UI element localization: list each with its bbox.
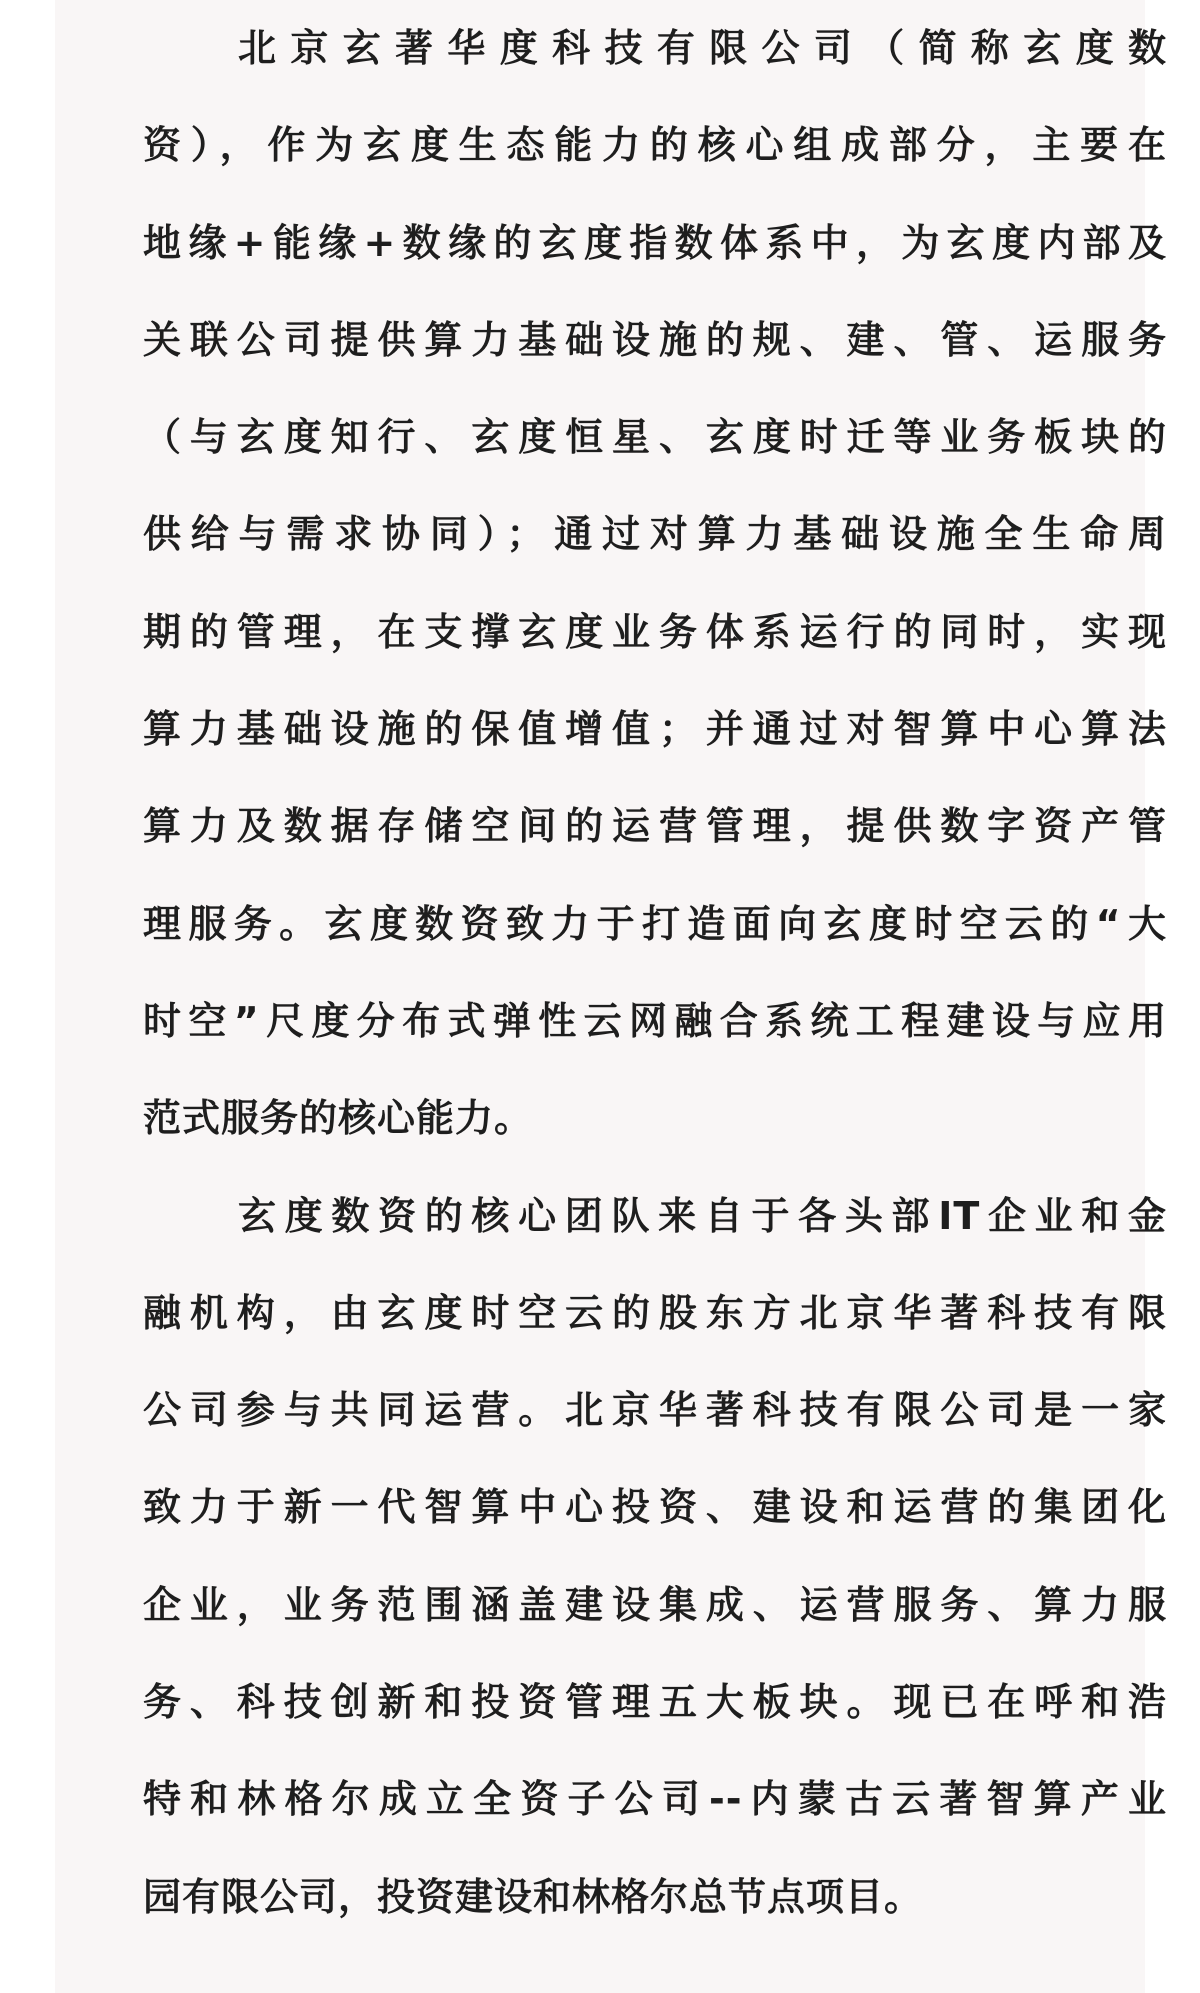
text-line: 资），作为玄度生态能力的核心组成部分，主要在: [143, 123, 1167, 168]
text-line: 公司参与共同运营。北京华著科技有限公司是一家: [143, 1388, 1167, 1433]
text-line: 特和林格尔成立全资子公司--内蒙古云著智算产业: [143, 1777, 1167, 1822]
text-line: 算力基础设施的保值增值；并通过对智算中心算法: [143, 707, 1167, 752]
text-line: 地缘+能缘+数缘的玄度指数体系中，为玄度内部及: [143, 220, 1167, 265]
article-body: [143, 0, 1167, 1946]
text-line: 时空”尺度分布式弹性云网融合系统工程建设与应用: [143, 998, 1167, 1043]
text-line: 致力于新一代智算中心投资、建设和运营的集团化: [143, 1485, 1167, 1530]
text-line: 理服务。玄度数资致力于打造面向玄度时空云的“大: [143, 901, 1167, 946]
text-line: 算力及数据存储空间的运营管理，提供数字资产管: [143, 804, 1167, 849]
text-line: 园有限公司，投资建设和林格尔总节点项目。: [143, 1874, 924, 1919]
text-line: 北京玄著华度科技有限公司（简称玄度数: [238, 26, 1167, 70]
text-line: 期的管理，在支撑玄度业务体系运行的同时，实现: [143, 609, 1167, 654]
text-line: 企业，业务范围涵盖建设集成、运营服务、算力服: [143, 1582, 1167, 1627]
text-line: 供给与需求协同）；通过对算力基础设施全生命周: [143, 512, 1167, 557]
text-line: 务、科技创新和投资管理五大板块。现已在呼和浩: [143, 1680, 1167, 1725]
paragraph-2: [143, 1168, 1167, 1946]
paragraph-1: [143, 0, 1167, 1168]
article-card: [55, 0, 1167, 1993]
text-line: 范式服务的核心能力。: [143, 1096, 534, 1141]
text-line: 关联公司提供算力基础设施的规、建、管、运服务: [143, 317, 1167, 362]
text-line: （与玄度知行、玄度恒星、玄度时迁等业务板块的: [143, 415, 1167, 460]
text-line: 融机构，由玄度时空云的股东方北京华著科技有限: [143, 1290, 1167, 1335]
text-line: 玄度数资的核心团队来自于各头部IT企业和金: [238, 1193, 1167, 1238]
